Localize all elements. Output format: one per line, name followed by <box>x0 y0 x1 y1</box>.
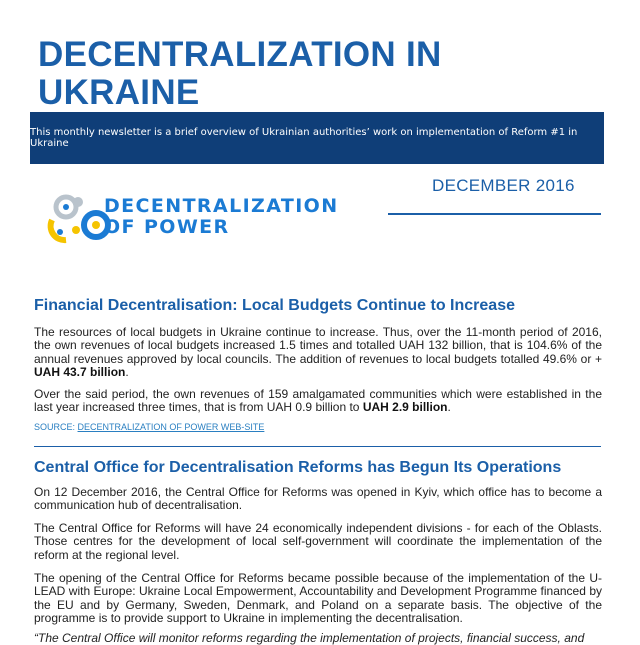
s1p1-text: The resources of local budgets in Ukraine continue to increase. Thus, over the 11-month period of 2016, the own revenues of local budgets increased 1.5 times and totalled UAH 132 billion, that is 104.6% of the annual revenues approved by local councils. The addition of revenues to local budgets totalled 49.6% or + <box>34 325 602 366</box>
banner-text: This monthly newsletter is a brief overview of Ukrainian authorities’ work on implementation of Reform #1 in Ukraine <box>30 127 578 149</box>
logo-grey-small <box>73 197 83 207</box>
logo-wordmark <box>104 196 339 238</box>
section1-paragraph-1 <box>34 326 602 380</box>
section-divider <box>34 446 601 447</box>
logo-blue-dot <box>63 204 69 210</box>
section2-paragraph-1: On 12 December 2016, the Central Office for Reforms was opened in Kyiv, which office has to become a communication hub of decentralisation. <box>34 485 602 513</box>
source-label: SOURCE: <box>34 422 76 432</box>
logo-line-2: OF POWER <box>104 216 230 238</box>
section2-paragraph-2: The Central Office for Reforms will have 24 economically independent divisions - for each of the Oblasts. Those centres for the development of local self-government will coordinate the implementation of the reform at the regional level. <box>34 521 602 562</box>
logo-yellow-dot <box>92 221 100 229</box>
issue-date: DECEMBER 2016 <box>432 176 575 195</box>
logo-line-1: DECENTRALIZATION <box>104 195 339 217</box>
section1-paragraph-2 <box>34 388 602 415</box>
s1p2-end: . <box>447 400 451 415</box>
newsletter-title <box>38 36 442 112</box>
title-line-1: DECENTRALIZATION IN <box>38 35 442 74</box>
logo-blue-small <box>57 229 63 235</box>
date-divider <box>388 213 601 215</box>
section2-paragraph-4: “The Central Office will monitor reforms regarding the implementation of projects, financial success, and <box>34 631 585 645</box>
logo-yellow-small <box>72 226 80 234</box>
source-line <box>34 422 264 432</box>
section2-heading: Central Office for Decentralisation Reforms has Begun Its Operations <box>34 459 562 476</box>
s1p2-bold: UAH 2.9 billion <box>362 400 448 415</box>
section1-heading: Financial Decentralisation: Local Budgets Continue to Increase <box>34 297 515 314</box>
title-line-2: UKRAINE <box>38 73 200 112</box>
s1p1-end: . <box>125 365 129 380</box>
source-link[interactable]: DECENTRALIZATION OF POWER WEB-SITE <box>77 422 265 432</box>
s1p2-text: Over the said period, the own revenues of 159 amalgamated communities which were established in the last year increased three times, that is from UAH 0.9 billion to <box>34 387 602 415</box>
s1p1-bold: UAH 43.7 billion <box>34 365 126 380</box>
section2-paragraph-3: The opening of the Central Office for Reforms became possible because of the implementation of the U-LEAD with Europe: Ukraine Local Empowerment, Accountability and Development Programme financed by the EU and by Germany, Sweden, Denmark, and Poland on a separate basis. The objective of the programme is to provide support to Ukraine in implementing the decentralisation. <box>34 571 602 626</box>
header-banner <box>30 112 604 164</box>
